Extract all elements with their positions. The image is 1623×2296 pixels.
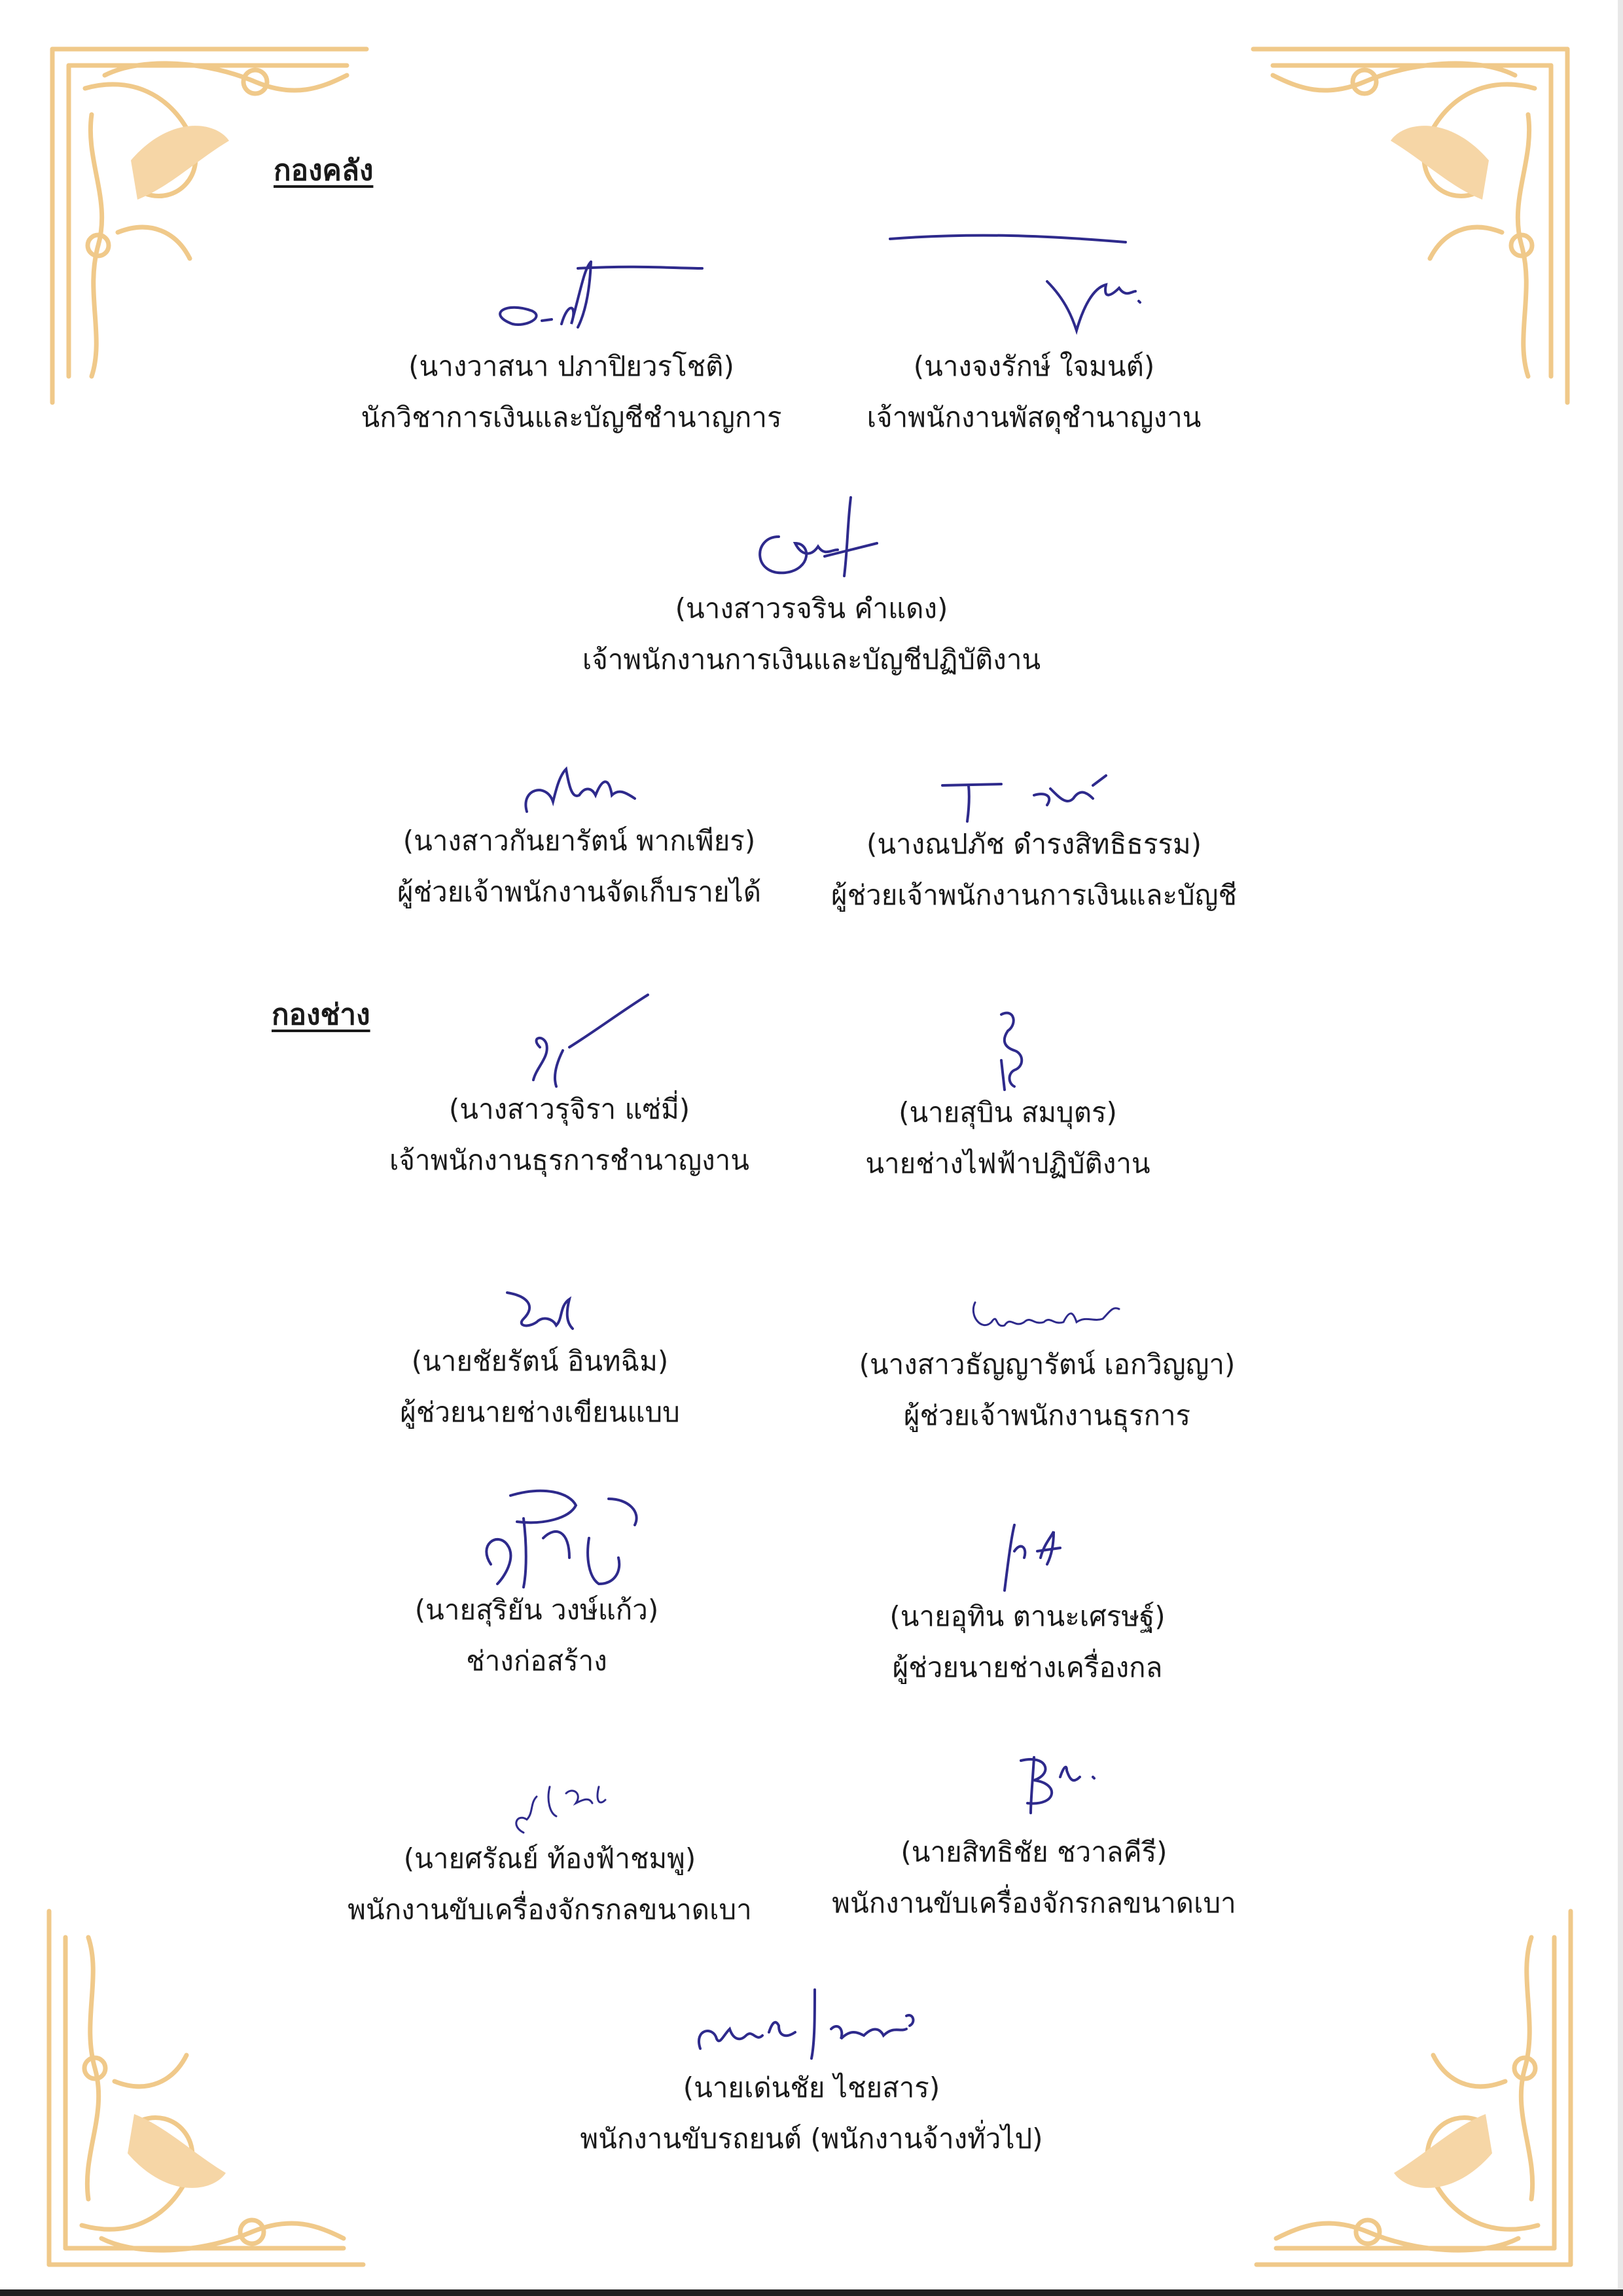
signatory-name: (นายสุบิน สมบุตร) bbox=[899, 1096, 1117, 1128]
signatory-position: พนักงานขับรถยนต์ (พนักงานจ้างทั่วไป) bbox=[580, 2123, 1043, 2155]
signatory-position: เจ้าพนักงานพัสดุชำนาญงาน bbox=[866, 401, 1202, 433]
signatory-position: ผู้ช่วยนายช่างเครื่องกล bbox=[892, 1651, 1163, 1683]
signature bbox=[942, 1001, 1073, 1093]
signatory-position: ช่างก่อสร้าง bbox=[466, 1645, 607, 1677]
section-heading-engineering: กองช่าง bbox=[272, 998, 370, 1031]
signature bbox=[488, 749, 671, 821]
signature bbox=[936, 1741, 1132, 1833]
signature bbox=[471, 985, 668, 1090]
signatory-position: ผู้ช่วยเจ้าพนักงานจัดเก็บรายได้ bbox=[397, 876, 761, 908]
signature bbox=[412, 1479, 661, 1590]
signatory-position: ผู้ช่วยเจ้าพนักงานธุรการ bbox=[903, 1399, 1191, 1431]
signature-block bbox=[740, 759, 1329, 915]
page-bottom-edge bbox=[0, 2289, 1623, 2296]
signatory-name: (นางวาสนา ปภาปิยวรโชติ) bbox=[408, 350, 734, 382]
signature bbox=[962, 1512, 1093, 1597]
signatory-name: (นางสาวรจริน คำแดง) bbox=[675, 592, 948, 624]
signatory-name: (นางณปภัช ดำรงสิทธิธรรม) bbox=[866, 828, 1202, 860]
signatory-position: พนักงานขับเครื่องจักรกลขนาดเบา bbox=[832, 1887, 1236, 1919]
signature bbox=[452, 1761, 648, 1839]
signature bbox=[877, 223, 1191, 347]
signatory-name: (นางสาวธัญญารัตน์ เอกวิญญา) bbox=[859, 1348, 1236, 1380]
signatory-name: (นายสุริยัน วงษ์แก้ว) bbox=[414, 1594, 659, 1626]
signatory-position: นายช่างไฟฟ้าปฏิบัติงาน bbox=[865, 1147, 1150, 1179]
signatory-name: (นายสิทธิชัย ชวาลคีรี) bbox=[901, 1836, 1168, 1868]
signature-block bbox=[245, 1283, 834, 1432]
signature-block bbox=[740, 223, 1329, 437]
signatory-name: (นายชัยรัตน์ อินทฉิม) bbox=[411, 1345, 669, 1377]
signatory-name: (นายอุทิน ตานะเศรษฐ์) bbox=[889, 1600, 1166, 1632]
signature bbox=[929, 759, 1139, 825]
signatory-name: (นายศรัณย์ ท้องฟ้าชมพู) bbox=[403, 1842, 696, 1874]
section-heading-finance: กองคลัง bbox=[274, 154, 374, 187]
signatory-position: พนักงานขับเครื่องจักรกลขนาดเบา bbox=[348, 1893, 752, 1926]
signatory-name: (นางจงรักษ์ ใจมนต์) bbox=[913, 350, 1155, 382]
signature-block bbox=[517, 1970, 1106, 2159]
signature bbox=[474, 1283, 605, 1342]
signatory-position: เจ้าพนักงานการเงินและบัญชีปฏิบัติงาน bbox=[582, 643, 1041, 675]
signatory-name: (นางสาวรุจิรา แซ่มี่) bbox=[448, 1093, 690, 1125]
signatory-position: เจ้าพนักงานธุรการชำนาญงาน bbox=[389, 1144, 749, 1176]
signatory-name: (นายเด่นชัย ไชยสาร) bbox=[683, 2072, 940, 2104]
signature bbox=[427, 242, 715, 347]
signatory-name: (นางสาวกันยารัตน์ พากเพียร) bbox=[402, 825, 756, 857]
signature-block bbox=[517, 484, 1106, 679]
signatory-position: นักวิชาการเงินและบัญชีชำนาญการ bbox=[361, 401, 782, 433]
signature-block bbox=[740, 1741, 1329, 1923]
corner-ornament-bottom-left bbox=[36, 1885, 376, 2278]
signature-block bbox=[733, 1512, 1322, 1687]
signature bbox=[949, 1286, 1145, 1345]
signature bbox=[648, 1970, 975, 2068]
corner-ornament-bottom-right bbox=[1243, 1885, 1584, 2278]
signature bbox=[713, 484, 910, 589]
signature-block bbox=[713, 1001, 1302, 1183]
signatory-position: ผู้ช่วยนายช่างเขียนแบบ bbox=[400, 1396, 680, 1428]
page-edge bbox=[1618, 0, 1623, 2296]
signatory-position: ผู้ช่วยเจ้าพนักงานการเงินและบัญชี bbox=[831, 879, 1237, 911]
signature-block bbox=[753, 1286, 1342, 1435]
